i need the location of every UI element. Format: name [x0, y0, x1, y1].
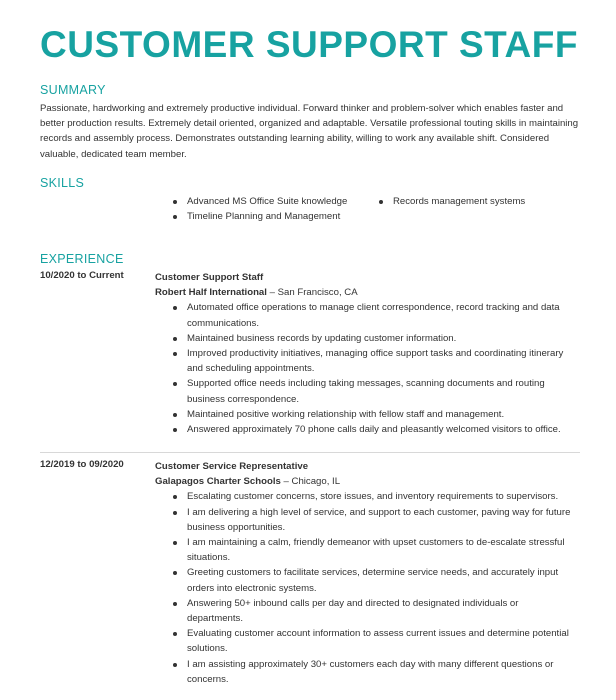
job-bullet: Automated office operations to manage client correspondence, record tracking and data communications.	[172, 300, 575, 330]
skill-item: Advanced MS Office Suite knowledge	[172, 194, 362, 209]
skills-list-left	[172, 194, 362, 224]
job-bullet: Maintained positive working relationship with fellow staff and management.	[172, 407, 575, 422]
job-bullet: Escalating customer concerns, store issues, and inventory requirements to supervisors.	[172, 489, 575, 504]
job-separator: –	[269, 287, 275, 299]
job-title: Customer Service Representative	[155, 461, 309, 472]
resume-name: CUSTOMER SUPPORT STAFF	[40, 24, 578, 65]
skills-heading: SKILLS	[40, 176, 85, 190]
job-bullet: I am assisting approximately 30+ customers each day with many different questions or concerns.	[172, 657, 575, 687]
job-employer-line	[155, 474, 575, 489]
job-bullet: Evaluating customer account information to assess current issues and determine potential solutions.	[172, 626, 575, 656]
job-bullet: Improved productivity initiatives, managing office support tasks and coordinating itinerary and scheduling appointments.	[172, 346, 575, 376]
job-separator: –	[283, 476, 289, 488]
job-title: Customer Support Staff	[155, 272, 264, 283]
skill-item: Records management systems	[378, 194, 578, 209]
job-company: Galapagos Charter Schools	[155, 476, 281, 488]
job-bullet: Supported office needs including taking messages, scanning documents and routing business correspondence.	[172, 376, 575, 406]
job-location: Chicago, IL	[291, 476, 341, 488]
job-location: San Francisco, CA	[277, 287, 358, 299]
job-company: Robert Half International	[155, 287, 267, 299]
job-bullet: Answered approximately 70 phone calls daily and pleasantly welcomed visitors to office.	[172, 422, 575, 437]
job-details	[155, 459, 575, 687]
summary-heading: SUMMARY	[40, 83, 106, 97]
job-bullet: Answering 50+ inbound calls per day and directed to designated individuals or departments.	[172, 596, 575, 626]
job-dates: 10/2020 to Current	[40, 270, 124, 281]
job-bullets	[155, 300, 575, 437]
job-bullet: Greeting customers to facilitate services, determine service needs, and accurately input orders into electronic systems.	[172, 565, 575, 595]
skills-list-right	[378, 194, 578, 209]
job-bullet: I am maintaining a calm, friendly demeanor with upset customers to de-escalate stressful situations.	[172, 535, 575, 565]
job-dates: 12/2019 to 09/2020	[40, 459, 124, 470]
job-details	[155, 270, 575, 437]
skill-item: Timeline Planning and Management	[172, 209, 362, 224]
job-bullet: I am delivering a high level of service, and support to each customer, paving way for future business opportunities.	[172, 505, 575, 535]
job-bullets	[155, 489, 575, 687]
summary-text: Passionate, hardworking and extremely productive individual. Forward thinker and problem-solver which enables faster and better production results. Extremely detail oriented, organized and adaptable. Versatile professional touting skills in maintaining records and assembly process. Demonstrates outstanding learning ability, willing to work any available shift. Considered valuable, dedicated team member.	[40, 103, 579, 160]
job-divider	[40, 452, 580, 453]
job-bullet: Maintained business records by updating customer information.	[172, 331, 575, 346]
job-employer-line	[155, 285, 575, 300]
experience-heading: EXPERIENCE	[40, 252, 124, 266]
